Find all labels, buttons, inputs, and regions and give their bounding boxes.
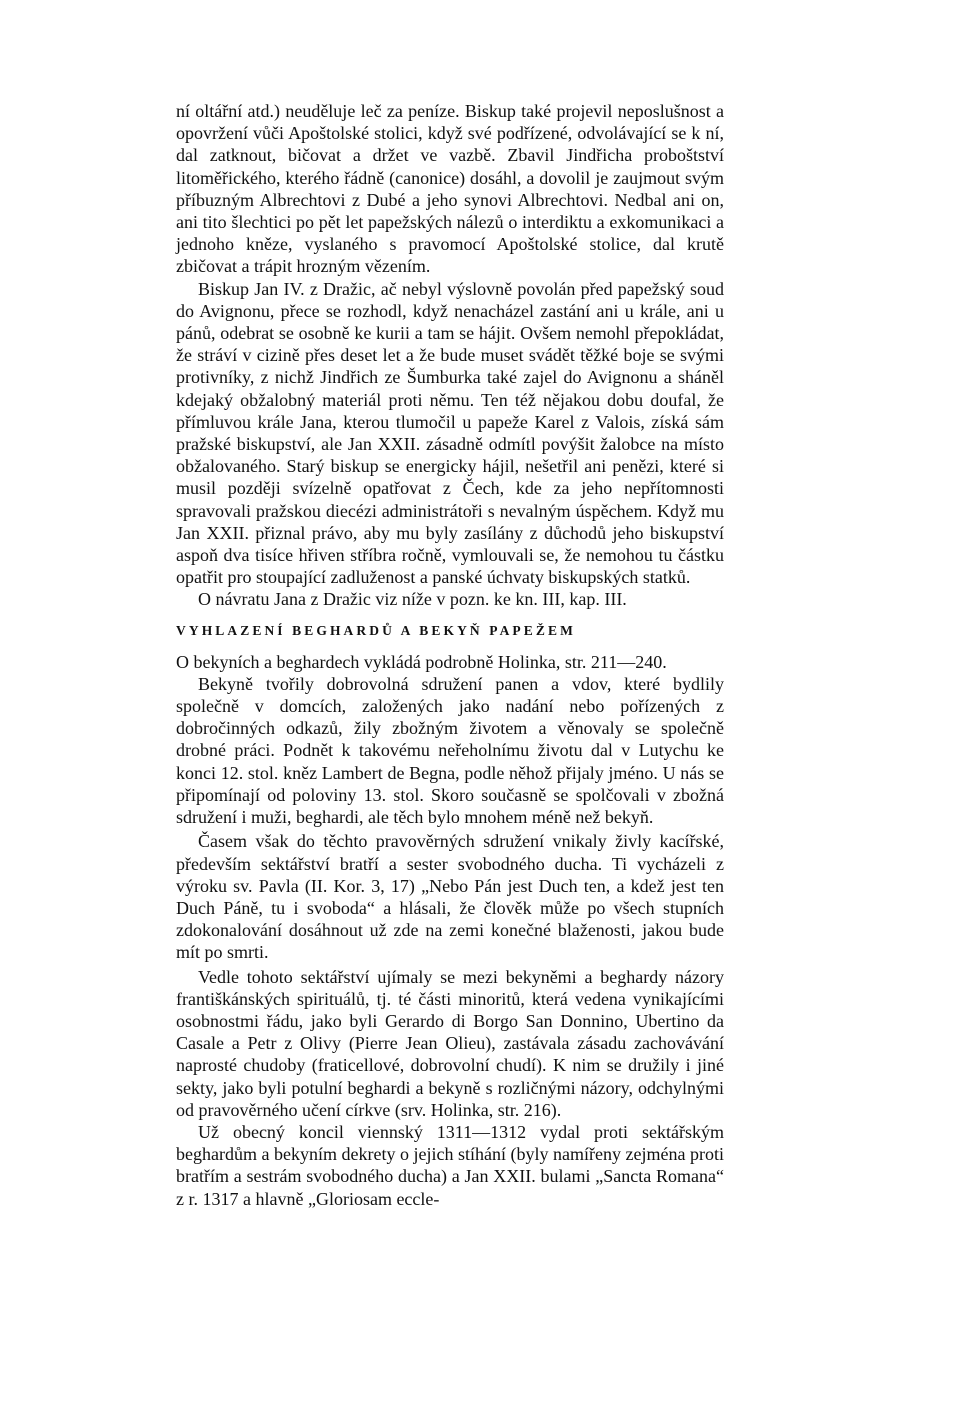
page-text-column	[176, 100, 724, 1210]
paragraph-return-note: O návratu Jana z Dražic viz níže v pozn. ke kn. III, kap. III.	[198, 589, 627, 610]
paragraph-franciscan-spirituals: Vedle tohoto sektářství ujímaly se mezi bekyněmi a beghardy názory františkánských spirituálů, tj. té části minoritů, která vedena vynikajícími osobnostmi řádu, jako byli Gerardo di Borgo San Donnino, Ubertino da Casale a Petr z Olivy (Pierre Jean Olieu), zastávala zásadu zachovávání naprosté chudoby (fraticellové, dobrovolní chudí). K nim se družily i jiné sekty, jako byli potulní beghardi a bekyně s rozličnými názory, odchylnými od pravověrného učení církve (srv. Holinka, str. 216).	[176, 966, 724, 1120]
paragraph-council-vienne: Už obecný koncil viennský 1311—1312 vydal proti sektářským beghardům a bekyním dekrety o jejich stíhání (byly namířeny zejména proti bratřím a sestrám svobodného ducha) a Jan XXII. bulami „Sancta Romana“ z r. 1317 a hlavně „Gloriosam eccle-	[176, 1121, 724, 1209]
section-heading: VYHLAZENÍ BEGHARDŮ A BEKYŇ PAPEŽEM	[176, 622, 576, 638]
paragraph-beguines-origin: Bekyně tvořily dobrovolná sdružení panen a vdov, které bydlily společně v domcích, založených jako nadání nebo pořízených z dobročinných odkazů, žily zbožným životem a věnovaly se společně drobné práci. Podnět k takovému neřeholnímu životu dal v Lutychu ke konci 12. stol. kněz Lambert de Begna, podle něhož přijaly jméno. U nás se připomínají od poloviny 13. stol. Skoro současně se spolčovali v zbožná sdružení i muži, beghardi, ale těch bylo mnohem méně než bekyň.	[176, 673, 724, 828]
paragraph-holinka-reference: O bekyních a beghardech vykládá podrobně Holinka, str. 211—240.	[176, 651, 667, 672]
paragraph-bishop-jan-iv: Biskup Jan IV. z Dražic, ač nebyl výslovně povolán před papežský soud do Avignonu, přece se rozhodl, když nenacházel zastání ani u krále, ani u pánů, odebrat se osobně ke kurii a tam se hájit. Ovšem nemohl přepokládat, že stráví v cizině přes deset let a že bude muset svádět těžké boje se svými protivníky, z nichž Jindřich ze Šumburka také zajel do Avignonu a sháněl kdejaký obžalobný materiál proti němu. Ten též nějakou dobu doufal, že přímluvou krále Jana, kterou tlumočil u papeže Karel z Valois, získá sám pražské biskupství, ale Jan XXII. zásadně odmítl povýšit žalobce na místo obžalovaného. Starý biskup se energicky hájil, nešetřil ani penězi, které si musil později svízelně opatřovat z Čech, kde za jeho nepřítomnosti spravovali pražskou diecézi administrátoři s nevalným úspěchem. Když mu Jan XXII. přiznal právo, aby mu byly zasílány z důchodů jeho biskupství aspoň dva tisíce hřiven stříbra ročně, vymlouvali se, že nemohou tu částku opatřit pro stoupající zadluženost a panské úchvaty biskupských statků.	[176, 278, 724, 588]
paragraph-bishop-disobedience: ní oltářní atd.) neuděluje leč za peníze. Biskup také projevil neposlušnost a opovržení vůči Apoštolské stolici, když své podřízené, odvolávající se k ní, dal zatknout, bičovat a držet ve vazbě. Zbavil Jindřicha proboštství litoměřického, kterého řádně (canonice) dosáhl, a dovolil je zaujmout svým příbuzným Albrechtovi z Dubé a jeho synovi Albrechtovi. Nedbal ani on, ani tito šlechtici po pět let papežských nálezů o interdiktu a exkomunikaci a jednoho kněze, vyslaného s pravomocí Apoštolské stolice, dal krutě zbičovat a trápit hrozným vězením.	[176, 101, 724, 277]
paragraph-heretical-elements: Časem však do těchto pravověrných sdružení vnikaly živly kacířské, především sektářství bratří a sester svobodného ducha. Ti vycházeli z výroku sv. Pavla (II. Kor. 3, 17) „Nebo Pán jest Duch ten, a kdež jest ten Duch Páně, tu i svoboda“ a hlásali, že člověk může po všech stupních zdokonalování dosáhnout už zde na zemi konečné blaženosti, jakou bude mít po smrti.	[176, 831, 724, 963]
